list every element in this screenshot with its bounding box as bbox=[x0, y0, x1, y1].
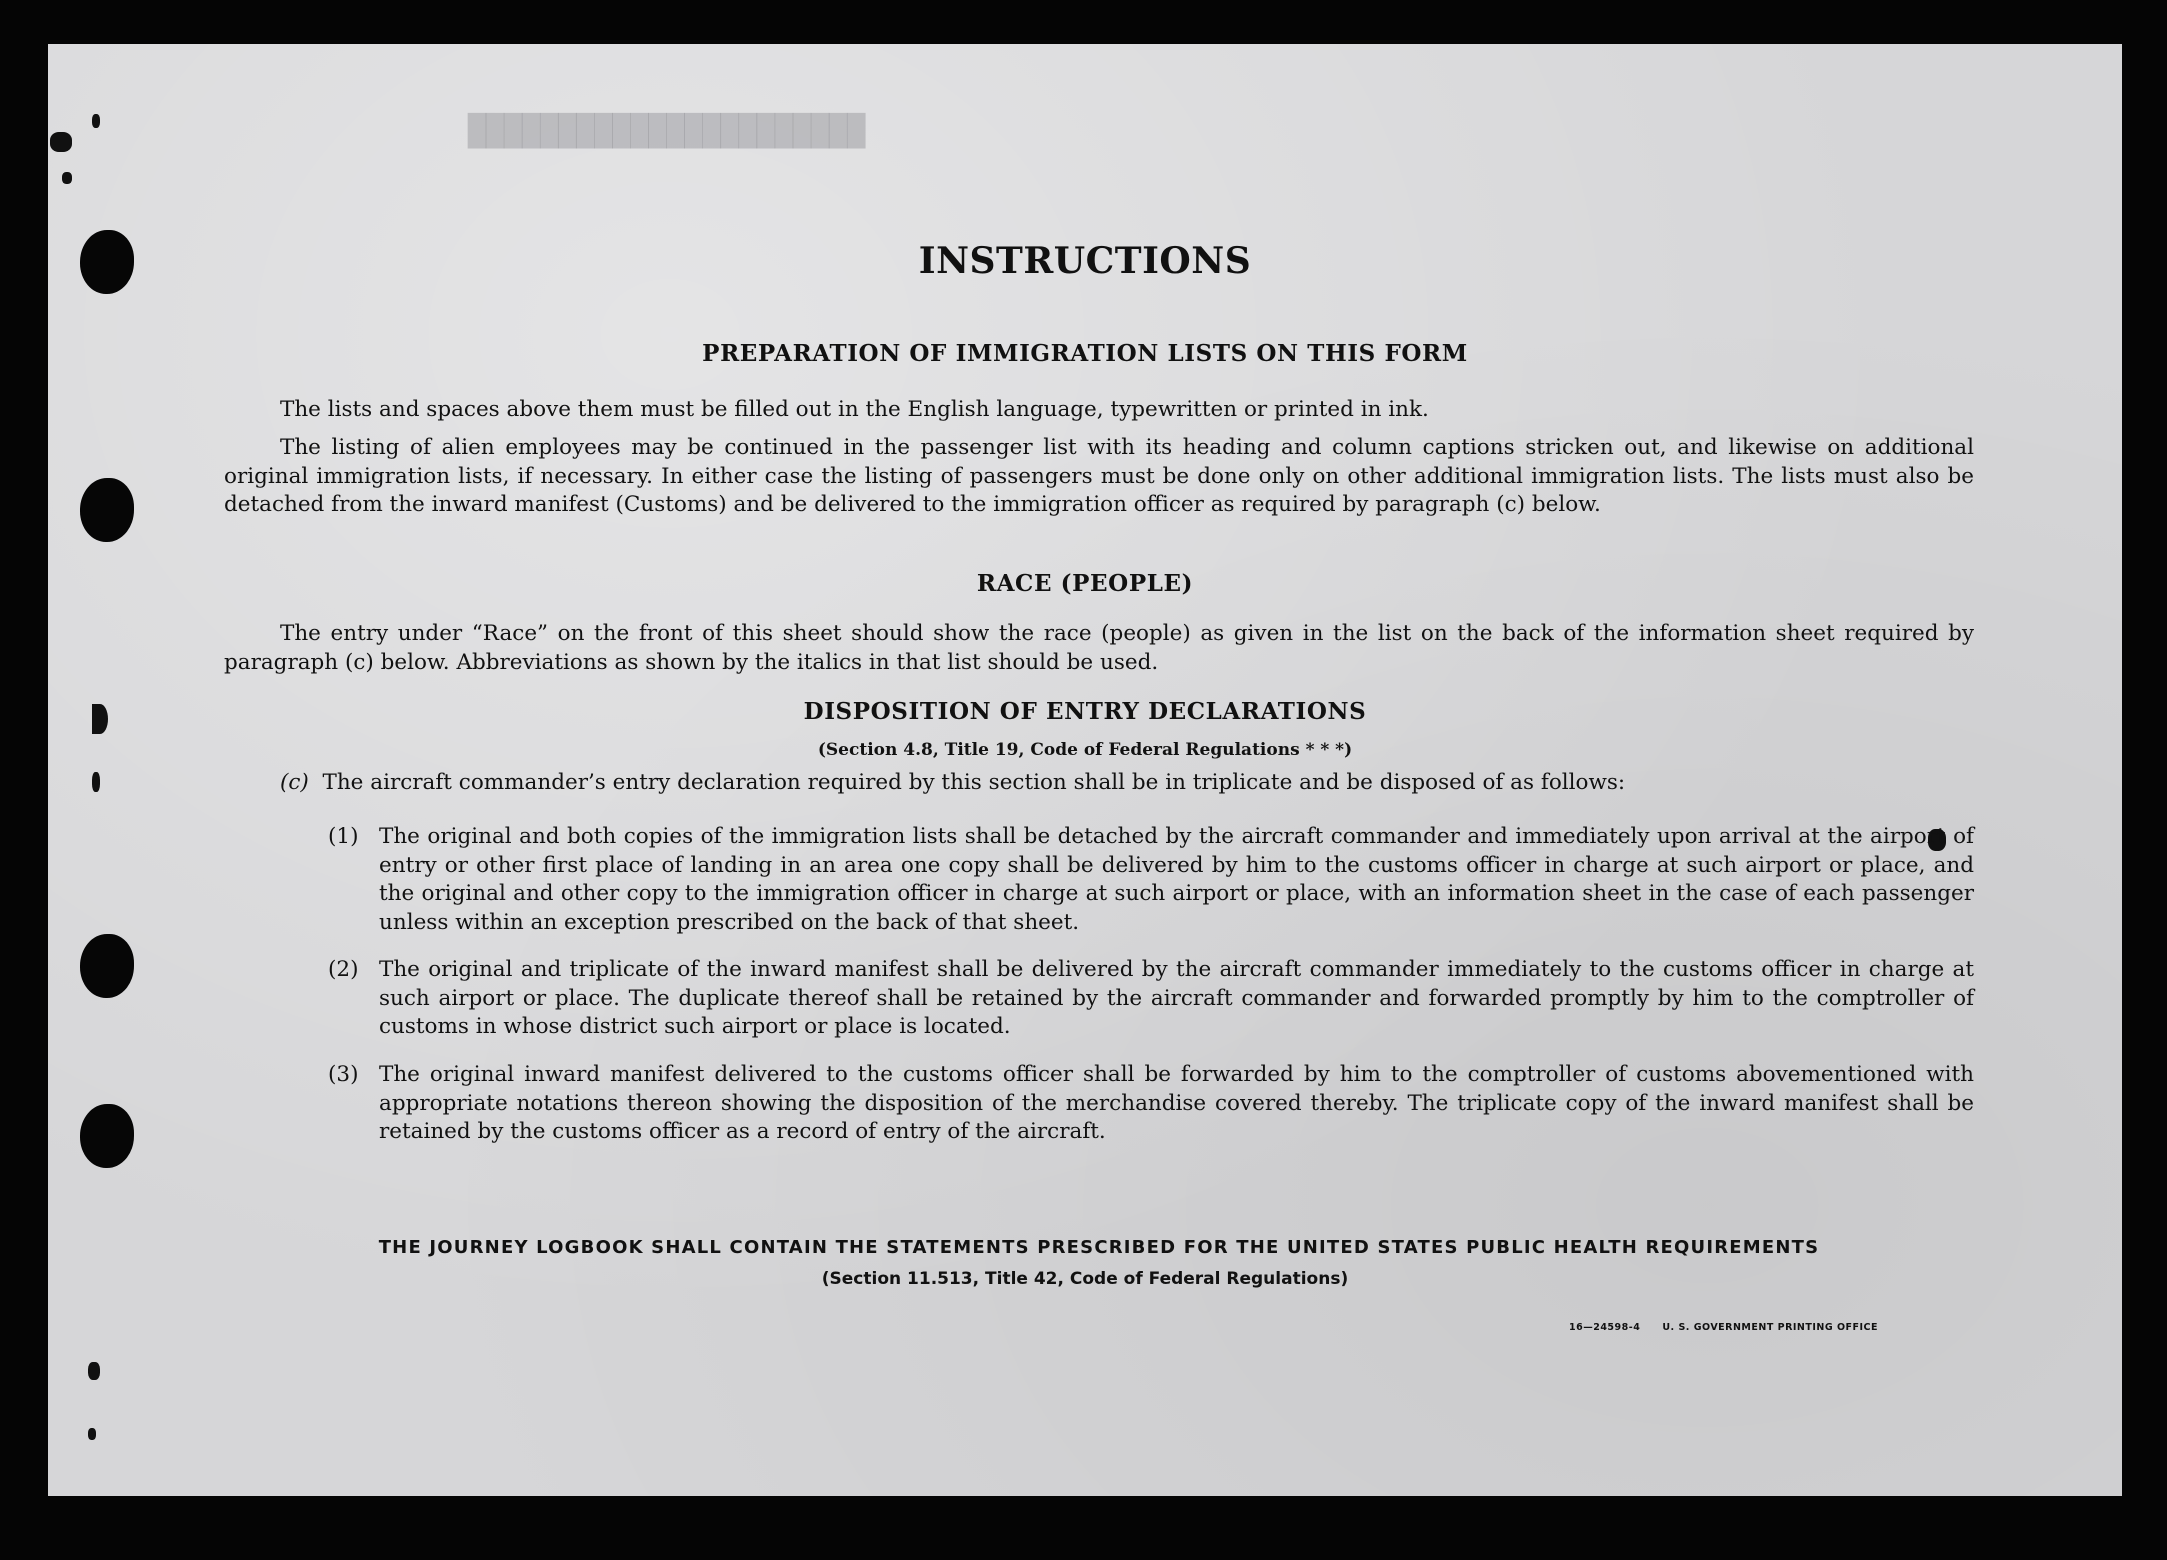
item-number: (1) bbox=[328, 824, 359, 849]
paragraph-text: The listing of alien employees may be continued in the passenger list with its heading and column captions stricken out, and likewise on additional original immigration lists, if necessary. In either case the listing of passengers must be done only on other additional immigration lists. The lists must also be detached from the inward manifest (Customs) and be delivered to the immigration officer as required by paragraph (c) below. bbox=[224, 435, 1974, 517]
bleed-through-text: ██████████████████████ bbox=[468, 114, 866, 149]
punch-hole bbox=[80, 1104, 134, 1168]
item-number: (2) bbox=[328, 957, 359, 982]
race-heading: RACE (PEOPLE) bbox=[976, 570, 1194, 597]
public-health-statement: THE JOURNEY LOGBOOK SHALL CONTAIN THE STATEMENTS PRESCRIBED FOR THE UNITED STATES PUBLIC HEALTH REQUIREMENTS bbox=[378, 1237, 1820, 1258]
printer-name: U. S. GOVERNMENT PRINTING OFFICE bbox=[1662, 1322, 1878, 1333]
ink-speck bbox=[88, 1428, 96, 1440]
paragraph-text: The lists and spaces above them must be filled out in the English language, typewritten or printed in ink. bbox=[280, 397, 1429, 422]
disposition-heading: DISPOSITION OF ENTRY DECLARATIONS bbox=[803, 698, 1367, 725]
ink-speck bbox=[88, 1362, 100, 1380]
preparation-paragraph-1 bbox=[224, 396, 1974, 425]
item-text: The original inward manifest delivered to the customs officer shall be forwarded by him to the comptroller of customs abovementioned with appropriate notations thereon showing the disposition of the merchandise covered thereby. The triplicate copy of the inward manifest shall be retained by the customs officer as a record of entry of the aircraft. bbox=[379, 1062, 1974, 1144]
intro-label: (c) bbox=[280, 770, 309, 795]
paragraph-text: The entry under “Race” on the front of this sheet should show the race (people) as given in the list on the back of the information sheet required by paragraph (c) below. Abbreviations as shown by the italics in that list should be used. bbox=[224, 621, 1974, 675]
item-text: The original and triplicate of the inward manifest shall be delivered by the aircraft commander immediately to the customs officer in charge at such airport or place. The duplicate thereof shall be retained by the aircraft commander and forwarded promptly by him to the comptroller of customs in whose district such airport or place is located. bbox=[379, 957, 1974, 1039]
printer-imprint bbox=[1569, 1322, 1878, 1333]
form-number: 16—24598-4 bbox=[1568, 1322, 1641, 1333]
disposition-intro bbox=[280, 769, 1974, 798]
disposition-citation: (Section 4.8, Title 19, Code of Federal Regulations * * *) bbox=[817, 740, 1353, 760]
preparation-heading: PREPARATION OF IMMIGRATION LISTS ON THIS FORM bbox=[702, 340, 1468, 367]
item-number: (3) bbox=[328, 1062, 359, 1087]
disposition-item-1 bbox=[328, 823, 1974, 937]
ink-speck bbox=[92, 772, 100, 792]
paragraph-text: The aircraft commander’s entry declaration required by this section shall be in triplicate and be disposed of as follows: bbox=[322, 770, 1626, 795]
public-health-citation: (Section 11.513, Title 42, Code of Federal Regulations) bbox=[821, 1269, 1349, 1289]
document-sheet bbox=[48, 44, 2122, 1496]
disposition-item-2 bbox=[328, 956, 1974, 1042]
ink-speck bbox=[92, 114, 100, 128]
punch-hole bbox=[80, 934, 134, 998]
race-paragraph bbox=[224, 620, 1974, 677]
ink-speck bbox=[62, 172, 72, 184]
page-title: INSTRUCTIONS bbox=[918, 240, 1252, 282]
ink-speck bbox=[50, 132, 72, 152]
preparation-paragraph-2 bbox=[224, 434, 1974, 520]
disposition-item-3 bbox=[328, 1061, 1974, 1147]
punch-hole bbox=[80, 478, 134, 542]
item-text: The original and both copies of the immigration lists shall be detached by the aircraft commander and immediately upon arrival at the airport of entry or other first place of landing in an area one copy shall be delivered by him to the customs officer in charge at such airport or place, and the original and other copy to the immigration officer in charge at such airport or place, with an information sheet in the case of each passenger unless within an exception prescribed on the back of that sheet. bbox=[379, 824, 1974, 935]
